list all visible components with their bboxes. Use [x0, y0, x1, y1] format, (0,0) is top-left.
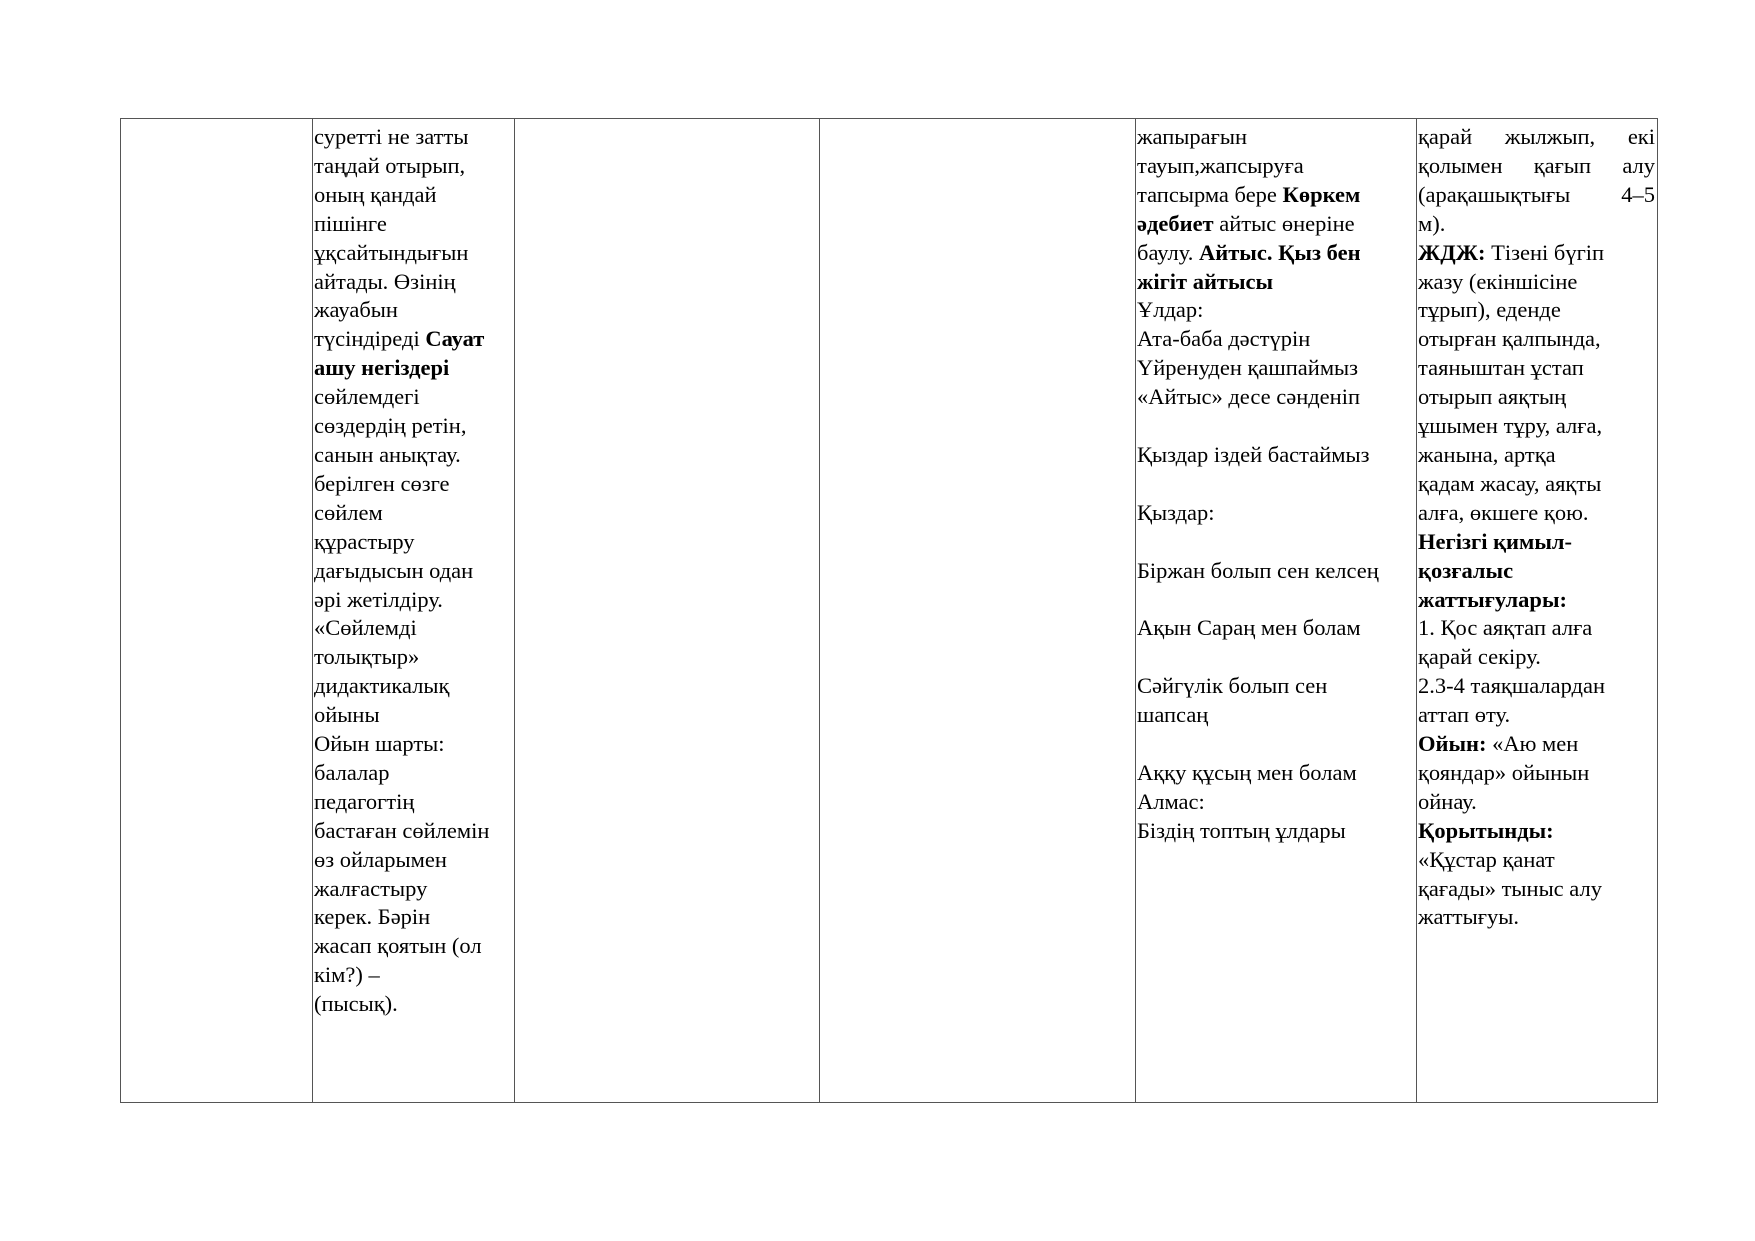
cell-empty-4: [820, 119, 1136, 1103]
text-word: қолымен: [1418, 152, 1503, 178]
text-line: «Сөйлемді: [314, 615, 417, 641]
text-line: жанына, артқа: [1418, 441, 1556, 467]
section-heading: ЖДЖ:: [1418, 239, 1486, 265]
text-line: ұшымен тұру, алға,: [1418, 413, 1603, 439]
text-line: әрі жетілдіру.: [314, 586, 443, 612]
section-heading: Ойын:: [1418, 731, 1487, 757]
text-line: аттап өту.: [1418, 702, 1511, 728]
text-line: жалғастыру: [314, 875, 428, 901]
text-line: [1137, 239, 1416, 268]
cell-empty-3: [515, 119, 820, 1103]
text-line: таңдай отырып,: [314, 152, 466, 178]
section-heading: әдебиет: [1137, 210, 1214, 236]
text-word: алу: [1622, 152, 1655, 178]
text-line: құрастыру: [314, 528, 415, 554]
section-heading: Қорытынды:: [1418, 817, 1554, 843]
plan-table: [120, 118, 1658, 1103]
poem-line: «Айтыс» десе сәнденіп: [1137, 384, 1361, 410]
text-line: алға, өкшеге қою.: [1418, 499, 1589, 525]
text-line: жазу (екіншісіне: [1418, 268, 1578, 294]
text-line: тауып,жапсыруға: [1137, 152, 1304, 178]
text-line: ұқсайтындығын: [314, 239, 469, 265]
cell-literature: [1136, 119, 1417, 1103]
text-fragment: баулу.: [1137, 239, 1200, 265]
text-line: жасап қоятын (ол: [314, 933, 482, 959]
poem-line: Үйренуден қашпаймыз: [1137, 355, 1359, 381]
text-line: айтады. Өзінің: [314, 268, 456, 294]
text-line: жаттығуы.: [1418, 904, 1519, 930]
text-line: қояндар» ойынын: [1418, 759, 1590, 785]
text-line: кім?) –: [314, 962, 380, 988]
section-heading: жаттығулары:: [1418, 586, 1568, 612]
text-line: [314, 325, 514, 354]
text-line: суретті не затты: [314, 124, 469, 149]
justified-line: [1418, 123, 1657, 152]
poem-line: шапсаң: [1137, 702, 1209, 728]
text-line: [1418, 557, 1657, 586]
text-line: таяныштан ұстап: [1418, 355, 1584, 381]
text-line: сөздердің ретін,: [314, 413, 467, 439]
text-fragment: айтыс өнеріне: [1213, 210, 1355, 236]
text-fragment: түсіндіреді: [314, 326, 426, 352]
poem-line: Біржан болып сен келсең: [1137, 557, 1379, 583]
text-line: [1418, 586, 1657, 615]
poem-line: Алмас:: [1137, 788, 1205, 814]
text-line: бастаған сөйлемін: [314, 817, 490, 843]
text-line: отырған қалпында,: [1418, 326, 1601, 352]
text-line: ойыны: [314, 702, 380, 728]
text-fragment: «Аю мен: [1486, 731, 1579, 757]
text-line: өз ойларымен: [314, 846, 447, 872]
text-word: 4–5: [1621, 181, 1655, 207]
section-heading: Айтыс. Қыз бен: [1199, 239, 1361, 265]
poem-line: [1137, 730, 1416, 759]
text-line: [1418, 239, 1657, 268]
text-line: пішінге: [314, 210, 387, 236]
poem-line: Қыздар іздей бастаймыз: [1137, 441, 1370, 467]
text-line: 1. Қос аяқтап алға: [1418, 615, 1593, 641]
poem-line: Ұлдар:: [1137, 297, 1204, 323]
text-line: педагогтің: [314, 788, 415, 814]
cell-literacy: [313, 119, 515, 1103]
text-word: қарай: [1418, 124, 1473, 149]
text-line: «Құстар қанат: [1418, 846, 1555, 872]
text-fragment: тапсырма бере: [1137, 181, 1283, 207]
text-line: [1137, 268, 1416, 297]
cell-physical-education: [1417, 119, 1658, 1103]
section-heading: қозғалыс: [1418, 557, 1514, 583]
text-line: [1137, 181, 1416, 210]
text-line: жауабын: [314, 297, 398, 323]
poem-line: Біздің топтың ұлдары: [1137, 817, 1346, 843]
text-line: балалар: [314, 759, 390, 785]
text-line: тұрып), еденде: [1418, 297, 1561, 323]
section-heading: Сауат: [425, 326, 485, 352]
text-line: м).: [1418, 210, 1446, 236]
poem-line: Ата-баба дәстүрін: [1137, 326, 1311, 352]
text-word: қағып: [1533, 152, 1592, 178]
text-line: санын анықтау.: [314, 441, 461, 467]
justified-line: [1418, 181, 1657, 210]
poem-line: [1137, 643, 1416, 672]
text-line: сөйлемдегі: [314, 384, 420, 410]
section-heading: жігіт айтысы: [1137, 268, 1274, 294]
poem-line: [1137, 470, 1416, 499]
text-line: керек. Бәрін: [314, 904, 431, 930]
section-heading: ашу негіздері: [314, 355, 450, 381]
text-line: қадам жасау, аяқты: [1418, 470, 1602, 496]
poem-line: Сәйгүлік болып сен: [1137, 673, 1328, 699]
text-line: 2.3-4 таяқшалардан: [1418, 673, 1606, 699]
text-line: [1418, 528, 1657, 557]
text-line: жапырағын: [1137, 124, 1248, 149]
table-row: [121, 119, 1658, 1103]
text-line: [1418, 817, 1657, 846]
text-line: ойнау.: [1418, 788, 1477, 814]
poem-line: Аққу құсың мен болам: [1137, 759, 1357, 785]
poem-line: [1137, 412, 1416, 441]
text-line: отырып аяқтың: [1418, 384, 1567, 410]
text-word: (арақашықтығы: [1418, 181, 1571, 207]
text-word: жылжып,: [1504, 124, 1596, 149]
text-line: қағады» тыныс алу: [1418, 875, 1602, 901]
text-line: қарай секіру.: [1418, 644, 1541, 670]
text-line: [314, 354, 514, 383]
text-line: толықтыр»: [314, 644, 420, 670]
poem-line: Ақын Сараң мен болам: [1137, 615, 1361, 641]
text-line: Ойын шарты:: [314, 731, 445, 757]
text-line: дидактикалық: [314, 673, 450, 699]
section-heading: Негізгі қимыл-: [1418, 528, 1573, 554]
justified-line: [1418, 152, 1657, 181]
text-word: екі: [1627, 124, 1655, 149]
poem-line: [1137, 528, 1416, 557]
text-line: (пысық).: [314, 991, 398, 1017]
text-fragment: Тізені бүгіп: [1485, 239, 1605, 265]
text-line: [1418, 730, 1657, 759]
text-line: оның қандай: [314, 181, 437, 207]
text-line: берілген сөзге: [314, 470, 450, 496]
cell-empty-1: [121, 119, 313, 1103]
poem-line: Қыздар:: [1137, 499, 1215, 525]
text-line: сөйлем: [314, 499, 383, 525]
text-line: дағыдысын одан: [314, 557, 474, 583]
text-line: [1137, 210, 1416, 239]
section-heading: Көркем: [1282, 181, 1361, 207]
poem-line: [1137, 585, 1416, 614]
